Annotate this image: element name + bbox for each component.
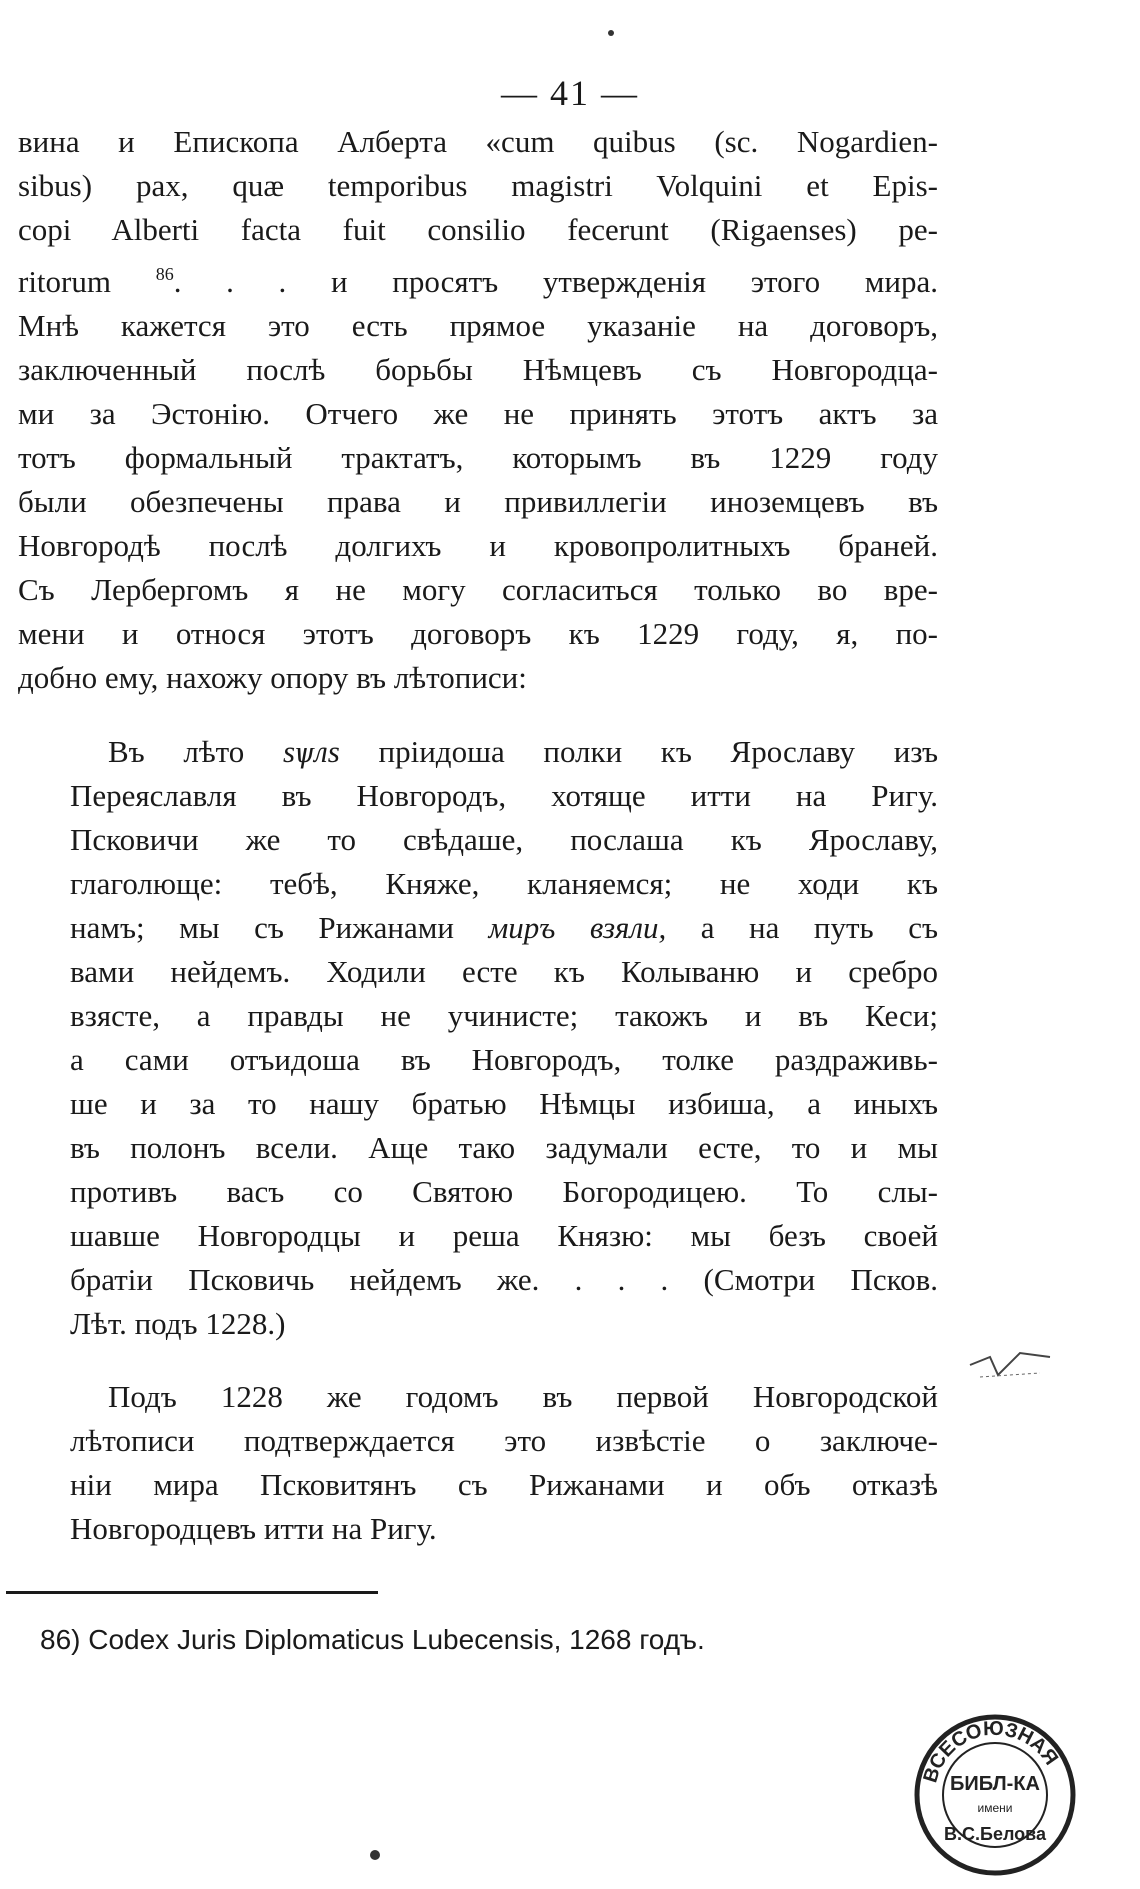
library-stamp (905, 1700, 1085, 1880)
text-line: глаголюще: тебѣ, Княже, кланяемся; не ходи къ (70, 866, 938, 901)
text-fragment: пріидоша полки къ Ярославу изъ (378, 734, 939, 769)
text-fragment: а на путь съ (700, 910, 939, 945)
speck-mark (370, 1850, 380, 1860)
text-fragment: намъ; мы съ Рижанами (70, 910, 454, 945)
footnote-divider (6, 1591, 378, 1594)
text-line: Подъ 1228 же годомъ въ первой Новгородской (108, 1379, 938, 1414)
text-line: а сами отъидоша въ Новгородъ, толке раздраживь- (70, 1042, 938, 1077)
footnote: 86) Codex Juris Diplomaticus Lubecensis, 1268 годъ. (40, 1624, 705, 1655)
paragraph-1 (18, 120, 938, 700)
stamp-ring-text: ВСЕСОЮЗНАЯ (919, 1717, 1063, 1786)
text-line: Новгородѣ послѣ долгихъ и кровопролитныхъ браней. (18, 528, 938, 563)
text-line: лѣтописи подтверждается это извѣстіе о заключе- (70, 1423, 938, 1458)
text-line: Съ Лербергомъ я не могу согласиться только во вре- (18, 572, 938, 607)
pencil-mark-icon (960, 1335, 1060, 1395)
text-fragment: ritorum (18, 264, 111, 299)
text-fragment: Въ лѣто (108, 734, 245, 769)
text-line: взясте, а правды не учинисте; такожъ и въ Кеси; (70, 998, 938, 1033)
text-line: шавше Новгородцы и реша Князю: мы безъ своей (70, 1218, 938, 1253)
speck-mark (608, 30, 614, 36)
italic-phrase: миръ взяли, (488, 910, 667, 945)
text-line: Мнѣ кажется это есть прямое указаніе на договоръ, (18, 308, 938, 343)
text-line: вина и Епископа Алберта «cum quibus (sc. Nogardien- (18, 124, 938, 159)
text-line: Псковичи же то свѣдаше, послаша къ Ярославу, (70, 822, 938, 857)
text-line: были обезпечены права и привиллегіи иноземцевъ въ (18, 484, 938, 519)
text-line: заключенный послѣ борьбы Нѣмцевъ съ Новгородца- (18, 352, 938, 387)
chronicle-quote (70, 730, 938, 1346)
year-numeral: ѕѱлѕ (282, 734, 340, 769)
text-line: въ полонъ всели. Аще тако задумали есте, то и мы (70, 1130, 938, 1165)
text-line (70, 906, 938, 950)
text-line: тотъ формальный трактатъ, которымъ въ 1229 году (18, 440, 938, 475)
text-line: противъ васъ со Святою Богородицею. То слы- (70, 1174, 938, 1209)
text-line: copi Alberti facta fuit consilio fecerunt (Rigaenses) pe- (18, 212, 938, 247)
text-line: ше и за то нашу братью Нѣмцы избиша, а иныхъ (70, 1086, 938, 1121)
text-line: Переяславля въ Новгородъ, хотяще итти на Ригу. (70, 778, 938, 813)
text-line: Лѣт. подъ 1228.) (70, 1306, 286, 1341)
paragraph-3 (70, 1375, 938, 1551)
text-line: добно ему, нахожу опору въ лѣтописи: (18, 660, 527, 695)
text-line: sibus) pax, quæ temporibus magistri Volquini et Epis- (18, 168, 938, 203)
text-line: братіи Псковичь нейдемъ же. . . . (Смотри Псков. (70, 1262, 938, 1297)
stamp-text: В.С.Белова (944, 1824, 1046, 1844)
stamp-text: имени (977, 1801, 1013, 1815)
text-line: мени и относя этотъ договоръ къ 1229 году, я, по- (18, 616, 938, 651)
text-line: Новгородцевъ итти на Ригу. (70, 1511, 437, 1546)
text-line: ніи мира Псковитянъ съ Рижанами и объ отказѣ (70, 1467, 938, 1502)
text-line: вами нейдемъ. Ходили есте къ Колываню и сребро (70, 954, 938, 989)
text-line (70, 730, 938, 774)
footnote-reference: 86 (155, 264, 174, 284)
text-fragment: . . . и просятъ утвержденія этого мира. (173, 264, 939, 299)
text-line: ми за Эстонію. Отчего же не принять этотъ актъ за (18, 396, 938, 431)
page-number: — 41 — (501, 73, 639, 113)
stamp-text: БИБЛ-КА (950, 1773, 1040, 1795)
text-line-with-footnote (18, 252, 938, 304)
